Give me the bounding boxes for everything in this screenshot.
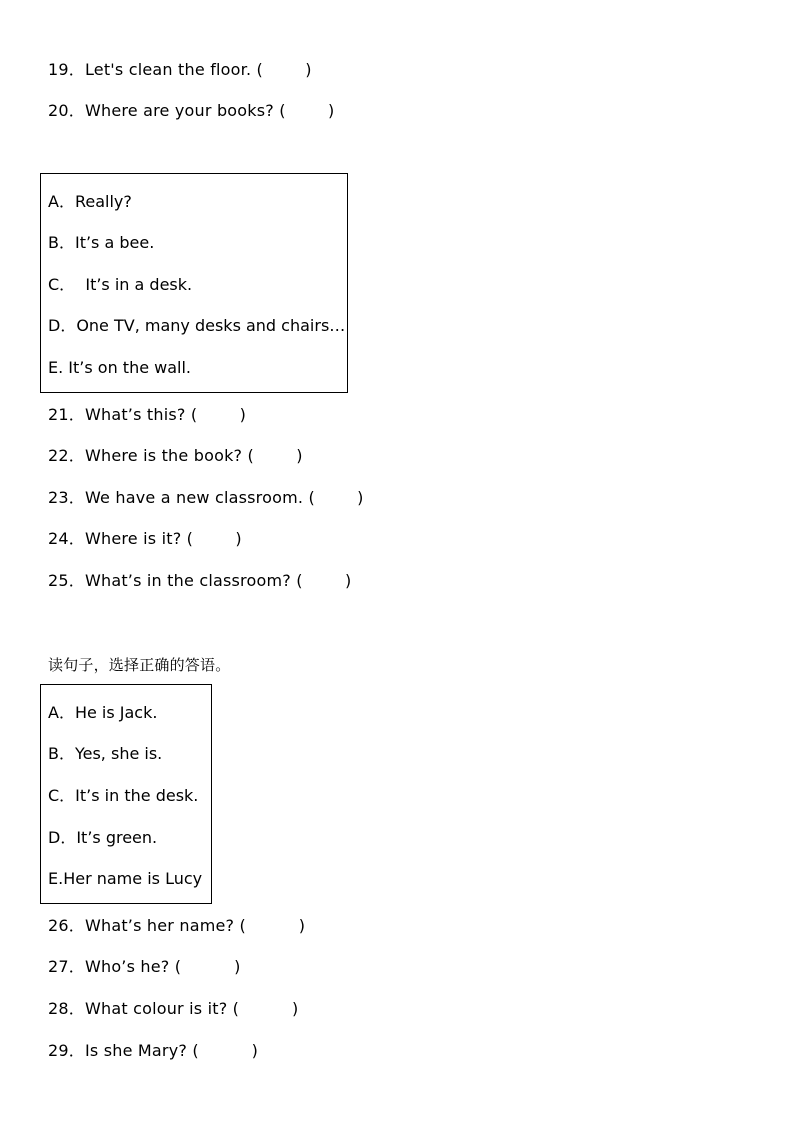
question-22: 22．Where is the book? ( ) (48, 446, 303, 465)
option-a: A．Really? (48, 192, 132, 211)
option-c: C．It’s in the desk. (48, 786, 199, 805)
option-d: D．One TV, many desks and chairs… (48, 316, 346, 335)
section-instruction: 读句子，选择正确的答语。 (48, 656, 231, 674)
options-box-1 (40, 173, 348, 393)
question-27: 27．Who’s he? ( ) (48, 957, 241, 976)
options-box-2 (40, 684, 212, 904)
option-d: D．It’s green. (48, 828, 158, 847)
question-25: 25．What’s in the classroom? ( ) (48, 571, 352, 590)
option-a: A．He is Jack. (48, 703, 158, 722)
option-e: E. It’s on the wall. (48, 358, 192, 377)
option-e: E.Her name is Lucy (48, 869, 203, 888)
question-19: 19．Let's clean the floor. ( ) (48, 60, 312, 79)
question-29: 29．Is she Mary? ( ) (48, 1041, 259, 1060)
option-b: B．It’s a bee. (48, 233, 155, 252)
question-21: 21．What’s this? ( ) (48, 405, 247, 424)
option-b: B．Yes, she is. (48, 744, 163, 763)
question-26: 26．What’s her name? ( ) (48, 916, 306, 935)
question-28: 28．What colour is it? ( ) (48, 999, 299, 1018)
question-23: 23．We have a new classroom. ( ) (48, 488, 364, 507)
question-24: 24．Where is it? ( ) (48, 529, 242, 548)
question-20: 20．Where are your books? ( ) (48, 101, 335, 120)
option-c: C． It’s in a desk. (48, 275, 193, 294)
